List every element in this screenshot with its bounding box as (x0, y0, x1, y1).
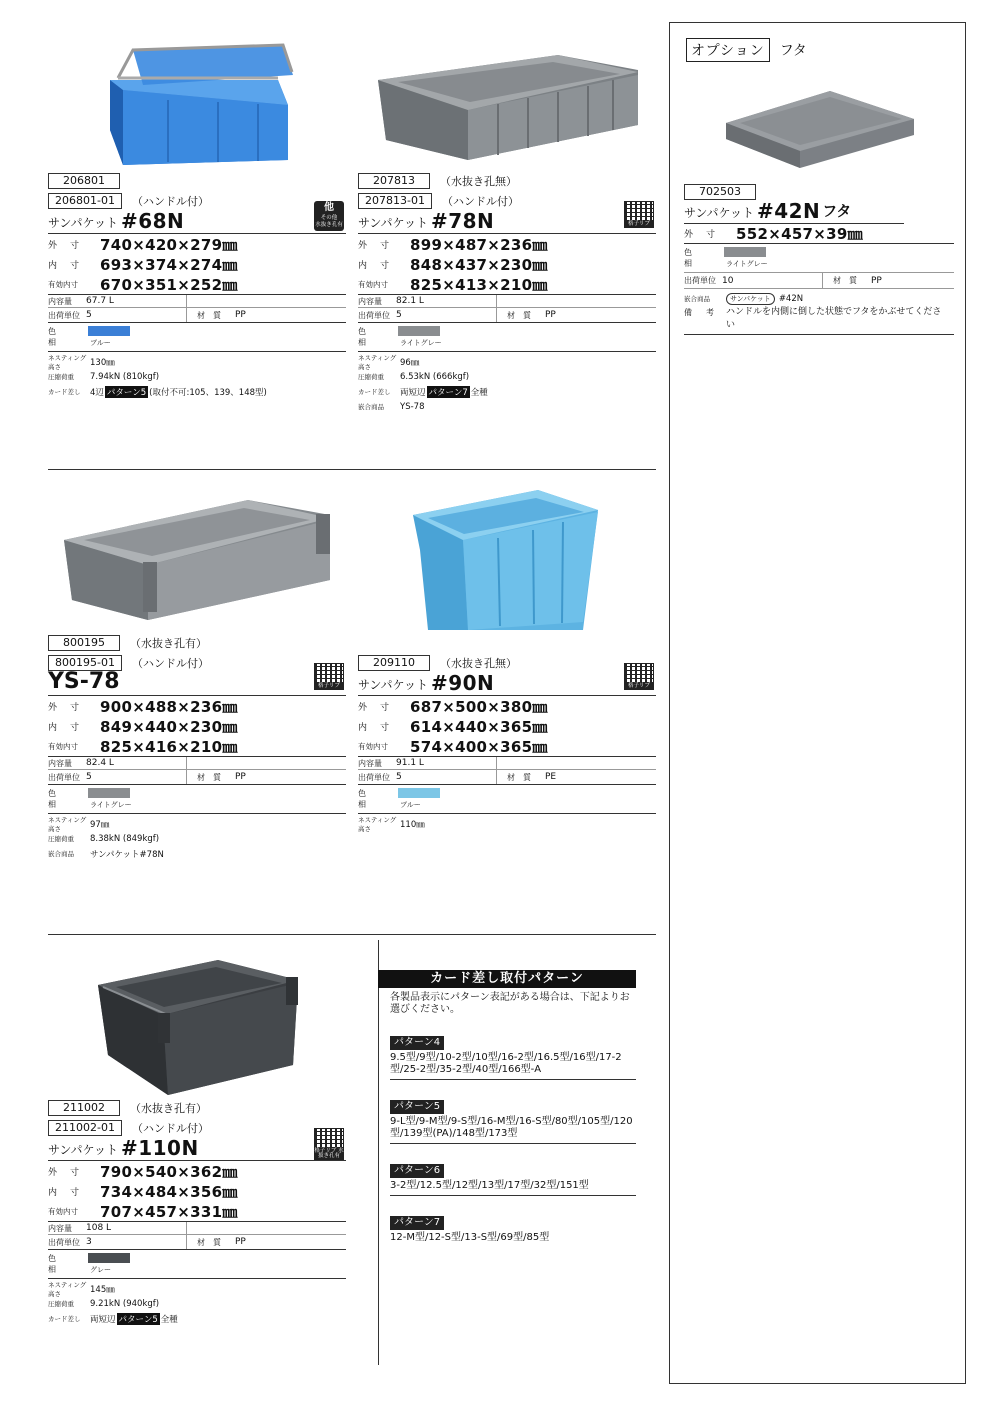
capacity-row: 内容量 108 L (48, 1221, 346, 1235)
option-tag: オプション (686, 38, 770, 62)
product-photo (48, 490, 346, 632)
color-swatch (88, 326, 130, 336)
code-note: （水抜き孔有） (130, 637, 207, 650)
product-code: 209110 (358, 655, 430, 671)
outer-dimension: 外 寸 899×487×236㎜ (358, 235, 548, 254)
product-name: サンパケット #90N 格子リブ (358, 672, 656, 696)
note-row: ネスティング高さ 97㎜ (48, 815, 110, 833)
code-row (358, 654, 656, 672)
color-row: 色 相 ライトグレー (684, 243, 954, 273)
notes (48, 816, 346, 861)
effective-dimension: 有効内寸 574×400×365㎜ (358, 737, 548, 756)
product-code: 800195-01 (48, 655, 122, 671)
product-card-78n (358, 30, 656, 414)
pattern-block (378, 1210, 636, 1247)
capacity-row: 内容量 82.1 L (358, 294, 656, 308)
option-title: フタ (779, 43, 807, 59)
color-row: 色 相 ライトグレー (48, 784, 346, 814)
product-code: 800195 (48, 635, 120, 651)
product-code: 211002 (48, 1100, 120, 1116)
note-row: 圧縮荷重 6.53kN (666kgf) (358, 371, 470, 382)
product-photo (48, 955, 346, 1097)
pattern-models: 12-M型/12-S型/13-S型/69型/85型 (390, 1232, 550, 1243)
card-pattern-panel (378, 970, 636, 1247)
other-badge-icon: 他 その他 水抜き孔有 (314, 201, 344, 231)
code-row (48, 1119, 346, 1137)
color-row: 色 相 ブルー (48, 322, 346, 352)
code-note: （水抜き孔無） (440, 175, 517, 188)
section-divider (48, 469, 656, 470)
inner-dimension: 内 寸 848×437×230㎜ (358, 255, 548, 274)
product-code: 207813 (358, 173, 430, 189)
product-card-68n (48, 30, 346, 399)
product-photo (358, 490, 656, 652)
grid-rib-icon: 格子リブ (624, 201, 654, 231)
note-row: 圧縮荷重 8.38kN (849kgf) (48, 833, 160, 844)
color-row: 色 相 ライトグレー (358, 322, 656, 352)
note-row: ネスティング高さ 96㎜ (358, 353, 420, 371)
option-header (686, 38, 807, 62)
unit-material-row: 出荷単位 5 材 質 PE (358, 772, 557, 782)
note-row: 嵌合商品 YS-78 (358, 401, 425, 412)
capacity-row: 内容量 91.1 L (358, 756, 656, 770)
note-row: カード差し 両短辺 パターン5 全種 (48, 1314, 178, 1325)
crate-image (48, 955, 346, 1097)
product-code: 207813-01 (358, 193, 432, 209)
crate-image (48, 30, 346, 170)
code-note: （ハンドル付） (131, 1122, 209, 1135)
grid-rib-icon: 格子リブ (314, 663, 344, 693)
code-note: （ハンドル付） (131, 195, 209, 208)
pattern-tag: パターン5 (106, 387, 147, 398)
pattern-block (378, 1030, 636, 1080)
note-row: ネスティング高さ 110㎜ (358, 815, 425, 833)
lid-image (720, 83, 920, 183)
unit-material-row: 出荷単位 5 材 質 PP (48, 772, 246, 782)
product-card-ys78 (48, 490, 346, 861)
pattern-block (378, 1094, 636, 1144)
color-swatch (88, 1253, 130, 1263)
code-note: （水抜き孔無） (440, 657, 517, 670)
outer-dimension: 外 寸 687×500×380㎜ (358, 697, 548, 716)
product-name: サンパケット #78N 格子リブ (358, 210, 656, 234)
outer-dimension: 外 寸 740×420×279㎜ (48, 235, 238, 254)
color-swatch (88, 788, 130, 798)
pattern-block (378, 1158, 636, 1196)
product-name: サンパケット #110N 格子リブ 水抜き孔有 (48, 1137, 346, 1161)
fit-tag: サンパケット (726, 293, 775, 305)
note-row: カード差し 4辺 パターン5 (取付不可:105、139、148型) (48, 387, 267, 398)
inner-dimension: 内 寸 849×440×230㎜ (48, 717, 238, 736)
notes (48, 354, 346, 399)
pattern-name: パターン5 (390, 1100, 444, 1114)
pattern-models: 9.5型/9型/10-2型/10型/16-2型/16.5型/16型/17-2型/25-2型/35-2型/40型/166型-A (390, 1052, 636, 1080)
pattern-name: パターン7 (390, 1216, 444, 1230)
pattern-name: パターン6 (390, 1164, 444, 1178)
pattern-title: カード差し取付パターン (378, 970, 636, 988)
code-note: （水抜き孔有） (130, 1102, 207, 1115)
outer-dimension: 外 寸 900×488×236㎜ (48, 697, 238, 716)
note-row: ネスティング高さ 130㎜ (48, 353, 115, 371)
pattern-tag: パターン7 (428, 387, 468, 398)
effective-dimension: 有効内寸 670×351×252㎜ (48, 275, 238, 294)
inner-dimension: 内 寸 614×440×365㎜ (358, 717, 548, 736)
product-photo (358, 30, 656, 170)
color-row: 色 相 グレー (48, 1249, 346, 1279)
code-note: （ハンドル付） (441, 195, 519, 208)
code-row (48, 172, 346, 190)
effective-dimension: 有効内寸 825×416×210㎜ (48, 737, 238, 756)
notes (358, 816, 656, 831)
code-row (358, 172, 656, 190)
product-name: サンパケット #42N フタ (684, 199, 852, 223)
crate-image (48, 490, 346, 632)
product-card-90n (358, 490, 656, 831)
pattern-intro: 各製品表示にパターン表記がある場合は、下記よりお選びください。 (390, 992, 630, 1015)
code-note: （ハンドル付） (131, 657, 209, 670)
unit-material-row: 出荷単位 10 材 質 PP (684, 273, 954, 289)
effective-dimension: 有効内寸 825×413×210㎜ (358, 275, 548, 294)
product-photo (48, 30, 346, 170)
crate-image (358, 30, 656, 170)
note-row: カード差し 両短辺 パターン7 全種 (358, 387, 488, 398)
outer-dimension: 外 寸 790×540×362㎜ (48, 1162, 238, 1181)
notes (48, 1281, 346, 1326)
pattern-models: 9-L型/9-M型/9-S型/16-M型/16-S型/80型/105型/120型/139型(PA)/148型/173型 (390, 1116, 636, 1144)
product-code: 206801 (48, 173, 120, 189)
pattern-models: 3-2型/12.5型/12型/13型/17型/32型/151型 (390, 1180, 636, 1196)
note-row: 嵌合商品 サンパケット#78N (48, 849, 164, 860)
note-row: 圧縮荷重 9.21kN (940kgf) (48, 1298, 160, 1309)
capacity-row: 内容量 82.4 L (48, 756, 346, 770)
code-row (48, 1099, 346, 1117)
product-code: 206801-01 (48, 193, 122, 209)
color-swatch (398, 326, 440, 336)
color-row: 色 相 ブルー (358, 784, 656, 814)
product-name: サンパケット #68N 他 その他 水抜き孔有 (48, 210, 346, 234)
inner-dimension: 内 寸 693×374×274㎜ (48, 255, 238, 274)
outer-dimension: 外 寸 552×457×39㎜ (684, 223, 904, 243)
color-swatch (398, 788, 440, 798)
grid-rib-icon: 格子リブ (624, 663, 654, 693)
product-code: 702503 (684, 184, 756, 200)
product-name: YS-78 格子リブ (48, 672, 346, 696)
fit-row: 嵌合商品 サンパケット #42N (684, 293, 804, 304)
unit-material-row: 出荷単位 5 材 質 PP (48, 310, 246, 320)
notes (358, 354, 656, 414)
crate-image (358, 490, 656, 652)
pattern-name: パターン4 (390, 1036, 444, 1050)
code-row (358, 192, 656, 210)
option-panel (669, 22, 966, 1384)
code-row (48, 634, 346, 652)
unit-material-row: 出荷単位 5 材 質 PP (358, 310, 556, 320)
note-row: ネスティング高さ 145㎜ (48, 1280, 115, 1298)
grid-rib-icon: 格子リブ 水抜き孔有 (314, 1128, 344, 1158)
product-card-110n (48, 955, 346, 1326)
unit-material-row: 出荷単位 3 材 質 PP (48, 1237, 246, 1247)
product-code: 211002-01 (48, 1120, 122, 1136)
note-row: 圧縮荷重 7.94kN (810kgf) (48, 371, 160, 382)
inner-dimension: 内 寸 734×484×356㎜ (48, 1182, 238, 1201)
effective-dimension: 有効内寸 707×457×331㎜ (48, 1202, 238, 1221)
pattern-tag: パターン5 (118, 1314, 158, 1325)
section-divider (48, 934, 656, 935)
remark-row: 備 考 ハンドルを内側に倒した状態でフタをかぶせてください (684, 306, 954, 335)
code-row (48, 192, 346, 210)
capacity-row: 内容量 67.7 L (48, 294, 346, 308)
color-swatch (724, 247, 766, 257)
